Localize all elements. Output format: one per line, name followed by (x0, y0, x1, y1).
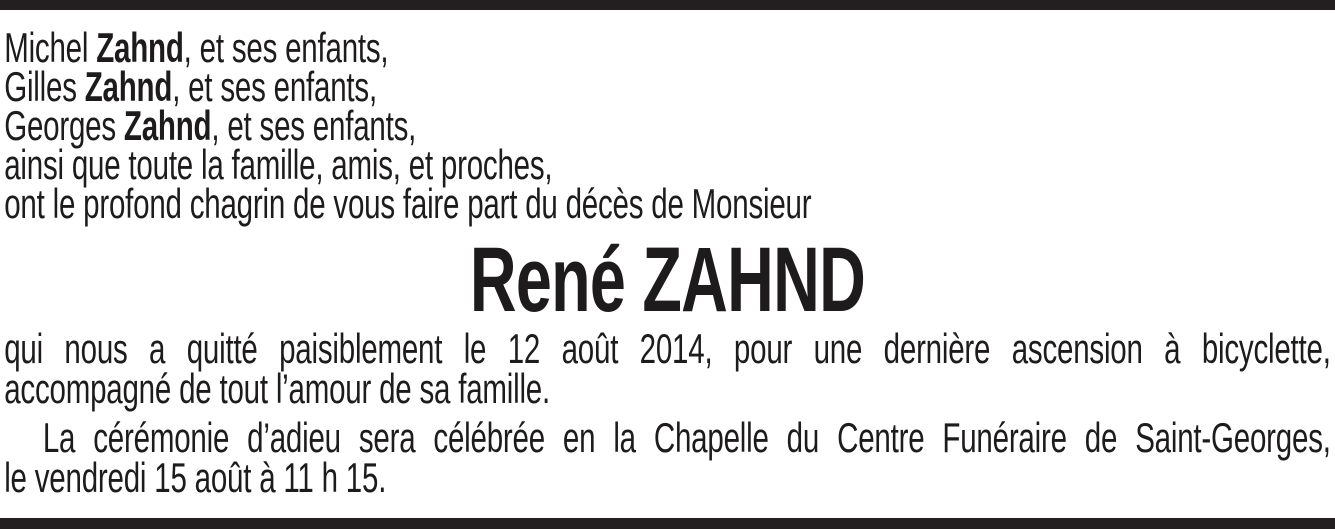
surname: Zahnd (96, 24, 184, 71)
given-name: Gilles (4, 63, 85, 110)
line-rest: , et ses enfants, (211, 102, 417, 149)
surname: Zahnd (84, 63, 173, 110)
given-name: Georges (4, 102, 124, 149)
family-line (4, 63, 1331, 110)
announcement-line: ont le profond chagrin de vous faire part du décès de Monsieur (4, 180, 812, 227)
family-intro (4, 24, 1331, 227)
ceremony-line-1: La cérémonie d’adieu sera célébrée en la Chapelle du Centre Funéraire de Saint-Georges, (42, 414, 1331, 461)
bottom-rule (0, 518, 1335, 529)
given-name: Michel (4, 24, 97, 71)
death-paragraph (4, 325, 1331, 412)
ceremony-paragraph (4, 414, 1331, 501)
line-rest: , et ses enfants, (172, 63, 377, 110)
family-line (4, 102, 1331, 149)
family-and-friends-line: ainsi que toute la famille, amis, et proches, (4, 141, 553, 188)
deceased-name: René ZAHND (469, 229, 866, 331)
family-line (4, 24, 1331, 71)
notice-content (0, 10, 1335, 501)
surname: Zahnd (123, 102, 212, 149)
death-line-1: qui nous a quitté paisiblement le 12 août 2014, pour une dernière ascension à bicyclette, (4, 325, 1331, 372)
death-line-2: accompagné de tout l’amour de sa famille. (4, 365, 551, 412)
top-rule (0, 0, 1335, 10)
ceremony-line-2: le vendredi 15 août à 11 h 15. (4, 454, 387, 501)
line-rest: , et ses enfants, (183, 24, 389, 71)
